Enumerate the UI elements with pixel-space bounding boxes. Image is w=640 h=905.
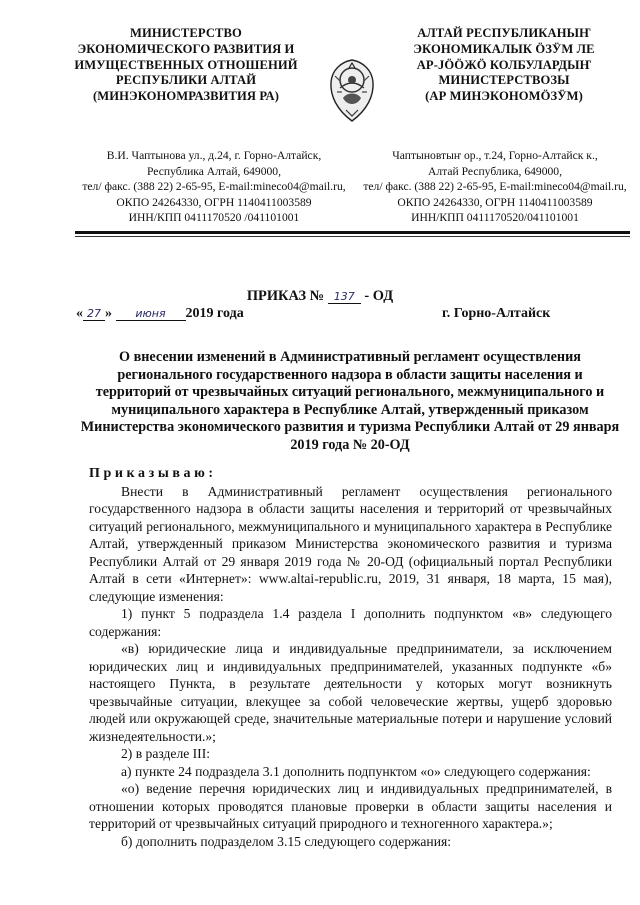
date-quote-close: » [105,306,112,321]
body-paragraph: б) дополнить подразделом 3.15 следующего содержания: [121,833,451,849]
registration-line: ОКПО 24264330, ОГРН 1140411003589 [397,195,593,209]
coat-of-arms-emblem [327,58,377,124]
order-prefix: ПРИКАЗ № [246,288,325,304]
order-heading [0,288,640,305]
header-line: (АР МИНЭКОНОМӦЗӰМ) [425,89,583,104]
body-paragraph: 2) в разделе III: [121,746,211,761]
header-line: ИМУЩЕСТВЕННЫХ ОТНОШЕНИЙ [74,57,298,72]
address-line: В.И. Чаптынова ул., д.24, г. Горно-Алтайск, [106,149,322,162]
tax-id-line: ИНН/КПП 0411170520 /041101001 [128,211,300,225]
order-city: г. Горно-Алтайск [442,306,551,321]
date-quote-open: « [76,306,83,321]
header-line: АР-ЈӦӦЖӦ КОЛБУЛАРДЫҤ [416,57,592,72]
body-paragraph: 1) пункт 5 подраздела 1.4 раздела I дополнить подпунктом «в» следующего содержания: [89,606,612,639]
document-title: О внесении изменений в Административный регламент осуществления регионального государственного надзора в области защиты населения и территорий от чрезвычайных ситуаций регионального, межмуниципального и муниципального характера в Республике Алтай, утвержденный приказом Министерства экономического развития и туризма Республики Алтай от 29 января 2019 года № 20-ОД [80,349,620,453]
address-block-altai [356,148,634,226]
address-line: Республика Алтай, 649000, [146,164,282,178]
header-line: МИНИСТЕРСТВОЗЫ [438,73,570,88]
registration-line: ОКПО 24264330, ОГРН 1140411003589 [116,195,312,209]
address-block-russian [74,148,354,226]
body-paragraph: Внести в Административный регламент осуществления регионального государственного надзора в области защиты населения и территорий от чрезвычайных ситуаций регионального, межмуниципального и муниципального характера в Республике Алтай, утвержденный приказом Министерства экономического развития и туризма Республики Алтай от 29 января 2019 года № 20-ОД (официальный портал Республики Алтай в сети «Интернет»: www.altai-republic.ru, 2019, 31 января, 18 марта, 15 мая), следующие изменения: [89,483,612,604]
contact-line: тел/ факс. (388 22) 2-65-95, E-mail:mineco04@mail.ru, [82,180,346,194]
header-divider [75,231,630,234]
header-divider-thin [75,236,630,237]
ministry-name-altai [384,26,624,105]
order-number: 137 [328,290,361,304]
body-paragraph: «в) юридические лица и индивидуальные предприниматели, за исключением юридических лиц и индивидуальных предпринимателей, указанных подпункте «б» настоящего Пункта, в результате деятельности у которых могут возникнуть чрезвычайные ситуации, влекущее за собой человеческие жертвы, ущерб здоровью людей или окружающей среде, значительные материальные потери и нарушение условий жизнедеятельности.»; [89,641,612,744]
address-line: Чаптыновтыҥ ор., т.24, Горно-Алтайск к., [392,149,598,162]
order-suffix: - ОД [364,288,394,304]
header-line: ЭКОНОМИКАЛЫК ӦЗӰМ ЛЕ [413,41,595,56]
order-date [76,306,244,322]
date-year: 2019 года [185,306,244,321]
date-month: июня [116,307,186,321]
document-body [89,464,612,850]
body-paragraph: «о) ведение перечня юридических лиц и индивидуальных предпринимателей, в отношении которых проводятся плановые проверки в области защиты населения и территорий от чрезвычайных ситуаций природного и техногенного характера.»; [89,781,612,831]
header-line: МИНИСТЕРСТВО [130,26,242,40]
contact-line: тел/ факс. (388 22) 2-65-95, E-mail:mineco04@mail.ru, [363,180,627,194]
header-line: РЕСПУБЛИКИ АЛТАЙ [115,73,257,88]
prikazyvayu-line [89,464,612,483]
header-line: ЭКОНОМИЧЕСКОГО РАЗВИТИЯ И [77,41,295,56]
ministry-name-russian [56,26,316,105]
tax-id-line: ИНН/КПП 0411170520/041101001 [411,211,579,225]
body-paragraph: а) пункте 24 подраздела 3.1 дополнить подпунктом «о» следующего содержания: [121,763,591,779]
address-line: Алтай Республика, 649000, [427,164,563,178]
header-line: АЛТАЙ РЕСПУБЛИКАНЫҤ [417,26,591,40]
date-day: 27 [83,307,105,321]
prikazyvayu-heading: Приказываю: [89,466,217,481]
header-line: (МИНЭКОНОМРАЗВИТИЯ РА) [92,89,280,104]
